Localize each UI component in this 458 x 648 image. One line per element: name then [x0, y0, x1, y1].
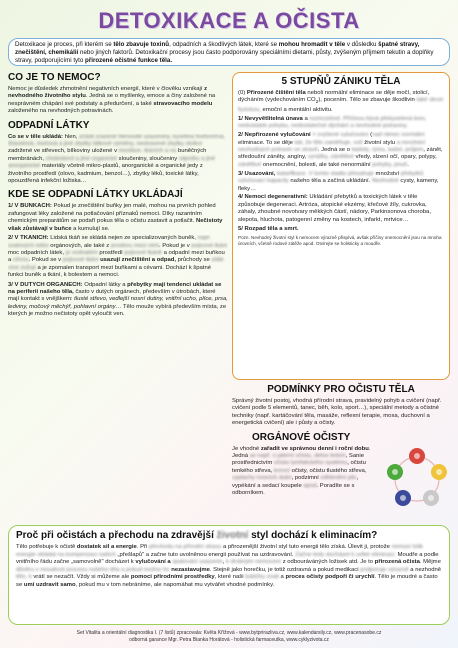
stages-box: 5 STUPŇŮ ZÁNIKU TĚLA (0) Přirozené čištění těla neboli normální eliminace se děje močí, stolicí, dýcháním (vydechováním $CO_2$), pocením. Tělo se zbavuje škodlivin také skrze fyzickou, emoční a mentální aktivitu. 1/ Nevyvětlitelná únava a rozmrzelost. Příčinou bývá překyselená krev, nedostatek pohybu, nedostatečné dýchání a nevhodné potraviny. 2/ Nepřirozené vylučování = zvýšené vylučování (nad rámec normální eliminace. To se děje tak, že tělo zaměňuje, volí životní stylu a množství nevhodných potravin ve stravě. Jedná se o teploty, rýmu, kašel, průjem, zánět, středoušní záněty, angíny, vyrážky, zánětlivé vředy, slzení očí, opary, polypy, zánětlivé onemocnění, bolesti, ale také nenormální pohyby, pnutí. 3/ Usazování, katarflkace. V tomto stadiu přesahuje množství přebytků vylučovací kapacity našeho těla a začíná ukládání. Nezhodné cysty, kameny, fleky… 4/ Nemoci degenerativní: Ukládání přebytků a toxických látek v těle způsobuje degeneraci. Artróza, atopické ekzémy, křečové žíly, cukrovka, záhaly, zhoubné novotvary měkkých částí, nádory, Parkinsonova choroba, slepota, hluchota, patogenní změny na kostech, infarkt, mrtvice… 5/ Rozpad těla a smrt. Pozn. Nevhodný životní styl k nemocem výrazně přispívá, avšak příčiny onemocnění jsou na mnoha úrovních, včetně rodové zátěže apod. Otvírejte se holisticky a moudře. — [232, 72, 450, 380]
right-column — [232, 72, 450, 516]
bottom-box: Proč při očistách a přechodu na zdravější životní styl dochází k eliminacím? Tělo potřebuje k očistě dostatek sil a energie. Při přechodu na přírodní stravu a přirozenější životní styl tuto energii tělo získá. Úlevit ji, protože nemusí tolik energie vkládat na kompenzaci našich „přešlapů" a začne tuto uvolněnou energii používat na uzdravování. Začne tedy docházet k velké eliminaci. Moudře a podle vnitřního řádu začne „samovolně" docházet k vylučování a spalování usazenin, k drobným nemocem z odbouráváných ložisek atd. Je to přirozená očista. Mějme důvěru v moudrost procesu našeho těla a pokud možno ho nezastavujme. Stejně jako horečku, je totiž ozdravná a pokud medikaci podporuje výrazně a nezhodně tělo, k vrátí se nezačít. Vždy si můžeme ale pomoci přírodními prostředky, které naši babičky znali a proces očisty podpoří či urychlí. Tělo je moudré a často se umí uzdravit samo, pokud mu v tom nebráníme, ale napomáhat mu vytvářet vhodné podmínky. — [8, 525, 450, 625]
section-odpadni-latky: ODPADNÍ LÁTKY Co se v těle ukládá: hlen, zčásti zrazené hlenovité usazeniny, kyselina fosforečná, šťavelová, močová a jiné zbytky látkové výměny, nestravené zbytky stolice zadržené ve střevech, bílkoviny uložené v mezibun. tkáních a na buněčných membránách, cholesterol a jiné organické sloučeniny, sloučeniny vápníku a jiné anorganické materiály včetně mikro-plastů, anorganické a organické jedy z životního prostředí (olovo, kadmium, benzol…), zbytky léků, toxické látky, opouzdřená infekční ložiska… — [8, 120, 228, 186]
footer — [0, 630, 458, 643]
stages-note: Pozn. Nevhodný životní styl k nemocem výrazně přispívá, avšak příčiny onemocnění jsou na mnoha úrovních, včetně rodové zátěže apod. Otvírejte se holisticky a moudře. — [238, 234, 442, 246]
heading-odpadni-latky: ODPADNÍ LÁTKY — [8, 119, 90, 131]
section-organove-ocisty: ORGÁNOVÉ OČISTY Je vhodné zařadit ve správnou denní i roční dobu. Jedná se např. o jaterní očistu, detox ledvin, Sanie prostřednictvím očistu lymfatického systému, očistu tenkého střeva, krevní očisty, očistu tlustého střeva, vyplachy nosních dutin, podzimní odhlenění plic, vypékání a sedací koupele apod. Poradíte se s odborníkem. — [232, 432, 450, 512]
organs-cycle-icon — [384, 446, 450, 512]
heading-5-stupnu: 5 STUPŇŮ ZÁNIKU TĚLA — [281, 76, 401, 87]
heading-proc-eliminace: Proč při očistách a přechodu na zdravější životní styl dochází k eliminacím? — [16, 530, 378, 541]
footer-line-1: Set Vitalita a orientální diagnostika I. (7 listů) zpracovala: Květa Křížová - www.bytprirazliva.cz, www.kalendarsily.cz, www.pracenasobe.cz — [76, 630, 382, 636]
section-kde-se-ukladaji: KDE SE ODPADNÍ LÁTKY UKLÁDAJÍ 1/ V BUŇKÁCH: Pokud je znečištění buňky jen malé, mohou na prvních pohled zafungovat léky založené na potlačování příznaků nemoci. Díky razantním chemickým preparátům se podaří pokus těla o očistu zastavit a potlačit. Nečistoty však zůstávají v buňce a kumulují se. 2/ V TKÁNÍCH: Lidská tkáň se skládá nejen ze specializovaných buněk, např. svalových nebo orgánových, ale také z prostoru mezi nimi. Pokud je v pojivové tkáni moc odpadních látek, je vodnatém prostředí pojivové tkáně a odpadní mezi buňkou a cévou. Pokud se v pojivové tkáni usazují znečištění a odpad, průchody se stále více zužují a je zpomalen transport mezi buňkami a cévami. Dochází k špatné funkci buněk a tkání, k bolestem a nemoci. 3/ V DUTÝCH ORGÁNECH: Odpadní látky a přebytky mají tendenci ukládat se na periferii našeho těla, často v dutých orgánech, především v útrobách, které mají kontakt s vnějškem: tlusté střevo, vedlejší nosní dutiny, vnitřní ucho, plíce, prsa, ledviny, močový měchýř, pohlavní orgány… Tělo mouže vybírá především místa, ze kterých je možno nečistoty opět vyloučit ven. — [8, 189, 228, 318]
footer-line-2: odborná garance Mgr. Petra Bianka Horátová - holistická farmaceutka, www.cyklyzivota.cz — [129, 636, 329, 643]
page-title: DETOXIKACE A OČISTA — [98, 8, 360, 33]
section-podminky: PODMÍNKY PRO OČISTU TĚLA Správný životní postoj, vhodná přírodní strava, pravidelný pohyb a cvičení (např. cvičení podle 5 elementů, tanec, běh, kolo, sport…), speciální metody a očistné techniky (např. kartáčování těla, masáže, reflexní terapie, moxa, duchovní a energetická cvičení) ale i půsty a očisty. — [232, 384, 450, 428]
section-co-je-nemoc: CO JE TO NEMOC? Nemoc je důsledek zhmotnění negativních energií, které v člověku vznikají z nevhodného životního stylu. Jedná se o myšlenky, emoce a činy založené na nesprávném chápání své podstaty a předurčení, a také stravovacího modelu založeného na nevhodných potravinách. — [8, 72, 228, 116]
left-column — [8, 72, 228, 323]
heading-organove-ocisty: ORGÁNOVÉ OČISTY — [252, 431, 351, 443]
heading-kde-se-ukladaji: KDE SE ODPADNÍ LÁTKY UKLÁDAJÍ — [8, 189, 183, 201]
intro-box: Detoxikace je proces, při kterém se tělo zbavuje toxinů, odpadních a škodlivých látek, které se mohou hromadit v těle v důsledku špatné stravy, znečištění, chemikálií nebo jiných faktorů. Detoxikační procesy jsou často podporovány speciálními dietami, půsty, zvýšeným příjmem tekutin a doplňky stravy, podporujícími tyto přirozené očistné funkce těla. — [8, 38, 450, 66]
heading-podminky: PODMÍNKY PRO OČISTU TĚLA — [267, 384, 415, 395]
heading-co-je-nemoc: CO JE TO NEMOC? — [8, 72, 101, 83]
